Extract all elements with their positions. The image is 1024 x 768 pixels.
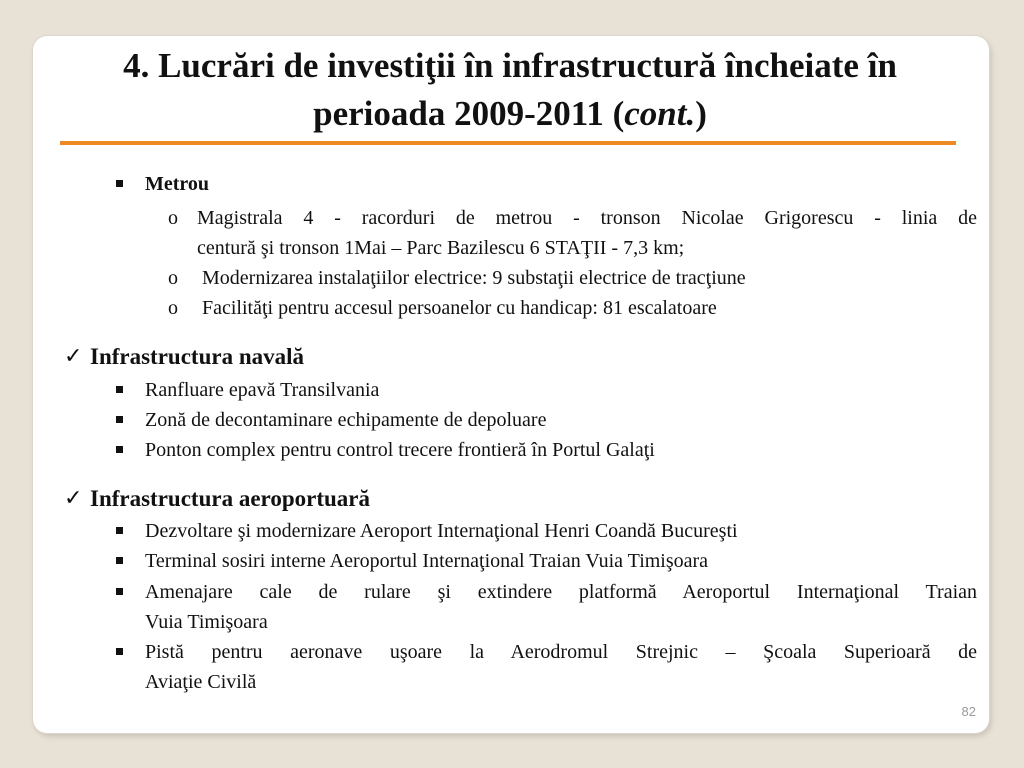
title-line-2-prefix: perioada 2009-2011 ( [313,94,625,133]
metrou-item-1-line-1: Magistrala 4 - racorduri de metrou - tronson Nicolae Grigorescu - linia de [197,207,977,229]
metrou-item-2: Modernizarea instalaţiilor electrice: 9 substaţii electrice de tracţiune [197,267,746,289]
square-bullet-icon [116,648,123,655]
title-line-2-italic: cont. [624,94,696,133]
square-bullet-icon [116,416,123,423]
square-bullet-icon [116,180,123,187]
aero-item-4-line-2: Aviaţie Civilă [145,671,257,693]
aero-item-1: Dezvoltare şi modernizare Aeroport Internaţional Henri Coandă Bucureşti [145,520,738,542]
square-bullet-icon [116,557,123,564]
square-bullet-icon [116,446,123,453]
title-line-2-suffix: ) [695,94,707,133]
aero-heading: Infrastructura aeroportuară [90,486,370,511]
square-bullet-icon [116,527,123,534]
aero-item-2: Terminal sosiri interne Aeroportul Internaţional Traian Vuia Timişoara [145,550,709,572]
metrou-item-1-line-2: centură şi tronson 1Mai – Parc Bazilescu 6 STAŢII - 7,3 km; [197,237,685,259]
naval-heading: Infrastructura navală [90,344,305,369]
aero-item-4-line-1: Pistă pentru aeronave uşoare la Aerodromul Strejnic – Şcoala Superioară de [145,641,977,663]
title-line-1: 4. Lucrări de investiţii în infrastructură încheiate în [123,46,897,85]
metrou-heading: Metrou [145,173,210,195]
circle-bullet-icon: o [168,267,178,289]
naval-item-2: Zonă de decontaminare echipamente de depoluare [145,409,547,431]
circle-bullet-icon: o [168,297,178,319]
slide-title [40,42,980,138]
metrou-item-3: Facilităţi pentru accesul persoanelor cu handicap: 81 escalatoare [197,297,717,319]
checkmark-icon: ✓ [64,486,83,511]
aero-item-3-line-1: Amenajare cale de rulare şi extindere platformă Aeroportul Internaţional Traian [145,581,977,603]
checkmark-icon: ✓ [64,344,83,369]
naval-item-1: Ranfluare epavă Transilvania [145,379,380,401]
square-bullet-icon [116,588,123,595]
aero-item-3-line-2: Vuia Timişoara [145,611,268,633]
naval-item-3: Ponton complex pentru control trecere frontieră în Portul Galaţi [145,439,655,461]
title-underline [60,141,956,145]
square-bullet-icon [116,386,123,393]
circle-bullet-icon: o [168,207,178,229]
page-number: 82 [961,704,976,719]
